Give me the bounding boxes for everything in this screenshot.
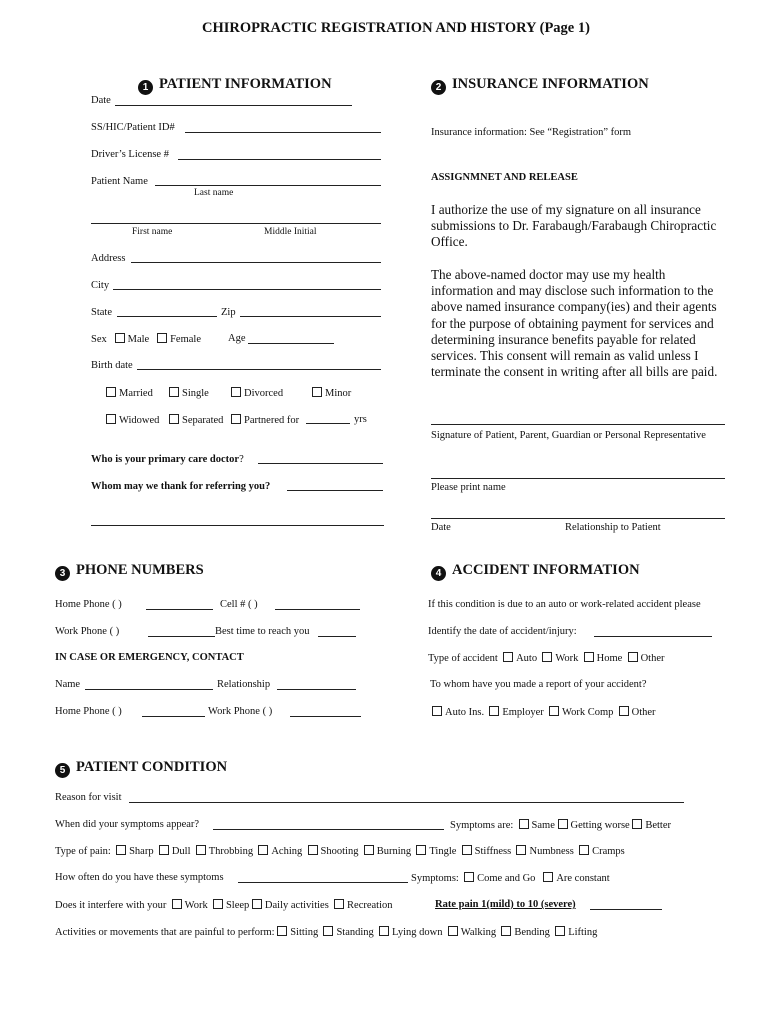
- phone-numbers-heading: [55, 562, 204, 581]
- birth-date-label: Birth date: [91, 360, 133, 371]
- auto-checkbox[interactable]: [503, 652, 513, 662]
- insurance-info-line: Insurance information: See “Registration” form: [431, 127, 632, 138]
- pain-option-label: Numbness: [529, 846, 574, 857]
- emergency-name-field[interactable]: [85, 689, 213, 690]
- married-label: Married: [119, 388, 153, 399]
- pain-option-checkbox[interactable]: [416, 845, 426, 855]
- pain-option-label: Shooting: [320, 846, 359, 857]
- female-checkbox[interactable]: [157, 333, 167, 343]
- accident-instruction: If this condition is due to an auto or work-related accident please: [428, 599, 701, 610]
- activity-option-label: Sitting: [290, 927, 319, 938]
- insurance-info-heading: [431, 76, 649, 95]
- primary-doctor-text: Who is your primary care doctor: [91, 454, 240, 465]
- report-options-row: [432, 706, 656, 718]
- activities-label: Activities or movements that are painful to perform:: [55, 927, 275, 938]
- sex-label: Sex: [91, 334, 107, 345]
- how-often-label: How often do you have these symptoms: [55, 872, 224, 883]
- section-title: PATIENT CONDITION: [76, 759, 228, 775]
- pain-option-label: Tingle: [429, 846, 457, 857]
- date-label: Date: [91, 95, 111, 106]
- interfere-option-checkbox[interactable]: [334, 899, 344, 909]
- age-label: Age: [228, 333, 246, 344]
- cell-label: Cell # ( ): [220, 599, 258, 610]
- employer-checkbox[interactable]: [489, 706, 499, 716]
- activity-option-checkbox[interactable]: [501, 926, 511, 936]
- date-field[interactable]: [115, 105, 352, 106]
- referring-extra-field[interactable]: [91, 525, 384, 526]
- relationship-label: Relationship to Patient: [565, 522, 661, 533]
- question-mark: ?: [239, 454, 244, 465]
- interfere-label: Does it interfere with your: [55, 900, 167, 911]
- patient-info-heading: [138, 76, 332, 95]
- interfere-option-checkbox[interactable]: [213, 899, 223, 909]
- accident-type-row: [428, 652, 665, 664]
- accident-date-field[interactable]: [594, 636, 712, 637]
- yrs-label: yrs: [354, 414, 367, 425]
- emergency-home-phone-label: Home Phone ( ): [55, 706, 122, 717]
- first-middle-name-field[interactable]: [91, 223, 381, 224]
- patient-name-label: Patient Name: [91, 176, 148, 187]
- accident-type-label: Type of accident: [428, 653, 498, 664]
- interfere-row: [55, 899, 393, 911]
- pain-option-label: Dull: [171, 846, 191, 857]
- reason-field[interactable]: [129, 802, 684, 803]
- city-field[interactable]: [113, 289, 381, 290]
- address-field[interactable]: [131, 262, 381, 263]
- interfere-option-checkbox[interactable]: [172, 899, 182, 909]
- print-name-label: Please print name: [431, 482, 506, 493]
- home-phone-field[interactable]: [146, 609, 213, 610]
- how-often-field[interactable]: [238, 882, 408, 883]
- middle-initial-caption: Middle Initial: [264, 227, 317, 237]
- activity-option-label: Bending: [514, 927, 550, 938]
- symptoms-are-label: Symptoms are:: [450, 820, 514, 831]
- divorced-checkbox[interactable]: [231, 387, 241, 397]
- signature-label: Signature of Patient, Parent, Guardian or Personal Representative: [431, 430, 706, 441]
- activity-option-checkbox[interactable]: [323, 926, 333, 936]
- first-name-caption: First name: [132, 227, 173, 237]
- drivers-license-label: Driver’s License #: [91, 149, 169, 160]
- section-number-icon: 5: [55, 763, 70, 778]
- work-comp-checkbox[interactable]: [549, 706, 559, 716]
- widowed-option: [106, 414, 159, 426]
- referring-field[interactable]: [287, 490, 383, 491]
- same-label: Same: [531, 820, 555, 831]
- primary-doctor-field[interactable]: [258, 463, 383, 464]
- last-name-field[interactable]: [155, 185, 381, 186]
- male-checkbox[interactable]: [115, 333, 125, 343]
- separated-option: [169, 414, 223, 426]
- accident-info-heading: [431, 562, 640, 581]
- minor-label: Minor: [325, 388, 352, 399]
- section-title: INSURANCE INFORMATION: [452, 76, 649, 92]
- work-phone-field[interactable]: [148, 636, 215, 637]
- drivers-license-field[interactable]: [178, 159, 381, 160]
- age-field[interactable]: [248, 343, 334, 344]
- home-label: Home: [596, 653, 623, 664]
- partnered-checkbox[interactable]: [231, 414, 241, 424]
- are-constant-label: Are constant: [556, 873, 610, 884]
- pain-option-label: Sharp: [129, 846, 154, 857]
- pain-option-checkbox[interactable]: [159, 845, 169, 855]
- print-name-field[interactable]: [431, 478, 725, 479]
- authorization-paragraph: I authorize the use of my signature on all insurance submissions to Dr. Farabaugh/Farabaugh Chiropractic Office.: [431, 202, 717, 250]
- ss-id-label: SS/HIC/Patient ID#: [91, 122, 175, 133]
- other-label: Other: [640, 653, 665, 664]
- cell-field[interactable]: [275, 609, 360, 610]
- activity-option-label: Lifting: [568, 927, 598, 938]
- signature-field[interactable]: [431, 424, 725, 425]
- other2-label: Other: [631, 707, 656, 718]
- widowed-checkbox[interactable]: [106, 414, 116, 424]
- section-number-icon: 4: [431, 566, 446, 581]
- pain-type-row: [55, 845, 625, 857]
- ss-id-field[interactable]: [185, 132, 381, 133]
- interfere-option-label: Recreation: [347, 900, 393, 911]
- pain-option-checkbox[interactable]: [579, 845, 589, 855]
- state-field[interactable]: [117, 316, 217, 317]
- home-phone-label: Home Phone ( ): [55, 599, 122, 610]
- insurance-date-label: Date: [431, 522, 451, 533]
- pain-type-label: Type of pain:: [55, 846, 111, 857]
- single-option: [169, 387, 209, 399]
- partnered-option: [231, 414, 299, 426]
- section-number-icon: 1: [138, 80, 153, 95]
- city-label: City: [91, 280, 110, 291]
- partnered-label: Partnered for: [244, 415, 300, 426]
- male-label: Male: [127, 334, 150, 345]
- emergency-home-phone-field[interactable]: [142, 716, 205, 717]
- address-label: Address: [91, 253, 126, 264]
- other2-checkbox[interactable]: [619, 706, 629, 716]
- report-question: To whom have you made a report of your accident?: [430, 679, 647, 690]
- emergency-relationship-field[interactable]: [277, 689, 356, 690]
- interfere-option-label: Daily activities: [264, 900, 329, 911]
- section-title: PATIENT INFORMATION: [159, 76, 332, 92]
- date-relationship-field[interactable]: [431, 518, 725, 519]
- same-checkbox[interactable]: [519, 819, 529, 829]
- zip-label: Zip: [221, 307, 236, 318]
- separated-label: Separated: [182, 415, 224, 426]
- section-number-icon: 2: [431, 80, 446, 95]
- widowed-label: Widowed: [119, 415, 160, 426]
- employer-label: Employer: [502, 707, 544, 718]
- pain-option-checkbox[interactable]: [116, 845, 126, 855]
- birth-date-field[interactable]: [137, 369, 381, 370]
- patient-condition-heading: [55, 759, 227, 778]
- separated-checkbox[interactable]: [169, 414, 179, 424]
- come-and-go-checkbox[interactable]: [464, 872, 474, 882]
- emergency-name-label: Name: [55, 679, 81, 690]
- pain-option-checkbox[interactable]: [258, 845, 268, 855]
- activity-option-label: Standing: [336, 927, 374, 938]
- assignment-title: ASSIGNMNET AND RELEASE: [431, 172, 578, 183]
- emergency-contact-label: IN CASE OR EMERGENCY, CONTACT: [55, 652, 244, 663]
- minor-checkbox[interactable]: [312, 387, 322, 397]
- rate-pain-label: Rate pain 1(mild) to 10 (severe): [435, 899, 576, 910]
- activity-option-checkbox[interactable]: [448, 926, 458, 936]
- activities-row: [55, 926, 597, 938]
- interfere-option-label: Sleep: [225, 900, 250, 911]
- getting-worse-label: Getting worse: [570, 820, 630, 831]
- emergency-work-phone-field[interactable]: [290, 716, 361, 717]
- come-and-go-label: Come and Go: [477, 873, 536, 884]
- pain-option-checkbox[interactable]: [516, 845, 526, 855]
- pain-option-checkbox[interactable]: [462, 845, 472, 855]
- divorced-label: Divorced: [244, 388, 284, 399]
- partnered-years-field[interactable]: [306, 423, 350, 424]
- emergency-relationship-label: Relationship: [217, 679, 271, 690]
- interfere-option-label: Work: [184, 900, 208, 911]
- pain-option-checkbox[interactable]: [364, 845, 374, 855]
- pain-option-checkbox[interactable]: [196, 845, 206, 855]
- emergency-work-phone-label: Work Phone ( ): [208, 706, 273, 717]
- better-label: Better: [645, 820, 671, 831]
- when-field[interactable]: [213, 829, 444, 830]
- activity-option-checkbox[interactable]: [379, 926, 389, 936]
- better-checkbox[interactable]: [632, 819, 642, 829]
- auto-label: Auto: [516, 653, 538, 664]
- single-checkbox[interactable]: [169, 387, 179, 397]
- work-label: Work: [555, 653, 579, 664]
- activity-option-checkbox[interactable]: [555, 926, 565, 936]
- married-checkbox[interactable]: [106, 387, 116, 397]
- last-name-caption: Last name: [194, 188, 234, 198]
- reason-label: Reason for visit: [55, 792, 122, 803]
- pain-option-label: Stiffness: [474, 846, 512, 857]
- auto-ins-label: Auto Ins.: [445, 707, 485, 718]
- pain-option-label: Aching: [271, 846, 303, 857]
- section-number-icon: 3: [55, 566, 70, 581]
- rate-pain-field[interactable]: [590, 909, 662, 910]
- symptoms-row: [411, 872, 610, 884]
- interfere-option-checkbox[interactable]: [252, 899, 262, 909]
- primary-doctor-label: [91, 454, 244, 465]
- page-title: CHIROPRACTIC REGISTRATION AND HISTORY (Page 1): [202, 20, 590, 36]
- activity-option-checkbox[interactable]: [277, 926, 287, 936]
- state-label: State: [91, 307, 112, 318]
- work-checkbox[interactable]: [542, 652, 552, 662]
- activity-option-label: Lying down: [392, 927, 443, 938]
- are-constant-checkbox[interactable]: [543, 872, 553, 882]
- pain-option-checkbox[interactable]: [308, 845, 318, 855]
- divorced-option: [231, 387, 283, 399]
- work-phone-label: Work Phone ( ): [55, 626, 120, 637]
- pain-option-label: Cramps: [592, 846, 625, 857]
- other-checkbox[interactable]: [628, 652, 638, 662]
- minor-option: [312, 387, 351, 399]
- single-label: Single: [182, 388, 209, 399]
- zip-field[interactable]: [240, 316, 381, 317]
- section-title: PHONE NUMBERS: [76, 562, 204, 578]
- female-label: Female: [170, 334, 201, 345]
- pain-option-label: Throbbing: [208, 846, 254, 857]
- activity-option-label: Walking: [460, 927, 497, 938]
- home-checkbox[interactable]: [584, 652, 594, 662]
- best-time-label: Best time to reach you: [215, 626, 310, 637]
- symptoms-are-row: [450, 819, 671, 831]
- pain-option-label: Burning: [376, 846, 412, 857]
- symptoms-label: Symptoms:: [411, 873, 459, 884]
- accident-date-label: Identify the date of accident/injury:: [428, 626, 577, 637]
- getting-worse-checkbox[interactable]: [558, 819, 568, 829]
- married-option: [106, 387, 153, 399]
- auto-ins-checkbox[interactable]: [432, 706, 442, 716]
- referring-label: Whom may we thank for referring you?: [91, 481, 271, 492]
- when-label: When did your symptoms appear?: [55, 819, 200, 830]
- consent-paragraph: The above-named doctor may use my health information and may disclose such information to the above named insurance company(ies) and their agents for the purpose of obtaining payment for services and determining insurance benefits payable for related services. This consent will remain as valid unless I terminate the consent in writing after all bills are paid.: [431, 267, 718, 380]
- sex-row: [91, 333, 201, 345]
- best-time-field[interactable]: [318, 636, 356, 637]
- work-comp-label: Work Comp: [562, 707, 614, 718]
- section-title: ACCIDENT INFORMATION: [452, 562, 640, 578]
